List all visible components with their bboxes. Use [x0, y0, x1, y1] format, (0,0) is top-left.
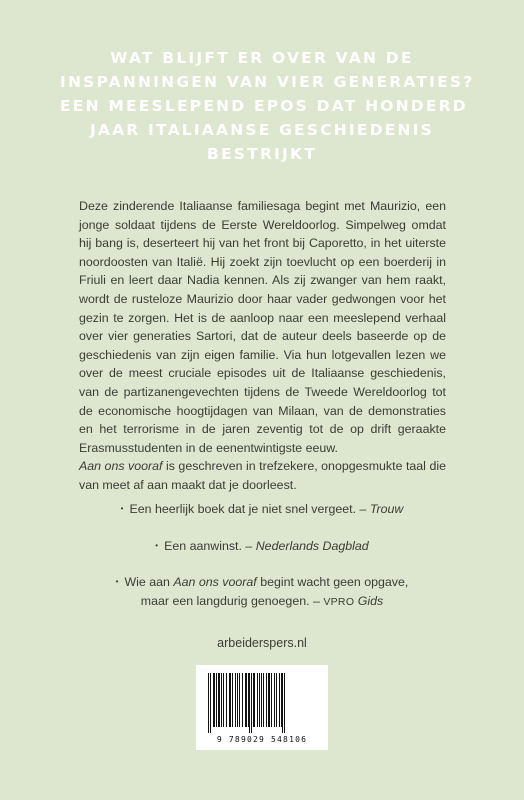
barcode-bar: [261, 673, 262, 727]
blurb-paragraph: Deze zinderende Italiaanse familiesaga begint met Maurizio, een jonge soldaat tijdens de Eerste Wereldoorlog. Simpelweg omdat hij bang is, deserteert hij van het front bij Caporetto, in het uiterste noordoosten van Italië. Hij zoekt zijn toevlucht op een boerderij in Friuli en leert daar Nadia kennen. Als zij zwanger van hem raakt, wordt de rusteloze Maurizio door haar vader gedwongen voor het gezin te zorgen. Het is de aanloop naar een meeslepend verhaal over vier generaties Sartori, dat de auteur deels baseerde op de geschiedenis van zijn eigen familie. Via hun lotgevallen lezen we over de meest cruciale episodes uit de Italiaanse geschiedenis, van de partizanengevechten tijdens de Tweede Wereldoorlog tot de economische hoogtijdagen van Milaan, van de demonstraties en het terrorisme in de jaren zeventig tot de op drift geraakte Erasmusstudenten in de eenentwintigste eeuw.: [79, 199, 446, 455]
barcode-bar: [279, 673, 280, 727]
barcode-bar: [249, 673, 250, 733]
isbn-number: 9 789029 548106: [216, 735, 308, 744]
barcode-bar: [237, 673, 238, 727]
barcode-bar: [248, 673, 249, 727]
barcode-bar: [253, 673, 255, 727]
barcode-bar: [208, 673, 209, 733]
barcode-bar: [210, 673, 211, 733]
quote-text: maar een langdurig genoegen. –: [140, 593, 324, 608]
barcode-bar: [221, 673, 222, 727]
headline: [60, 46, 475, 166]
barcode: [196, 665, 328, 750]
barcode-bars: [206, 673, 318, 733]
book-title: Aan ons vooraf: [79, 459, 163, 474]
review-quote: [0, 573, 524, 611]
barcode-bar: [257, 673, 258, 727]
barcode-bar: [245, 673, 247, 727]
bullet-icon: •: [115, 577, 119, 587]
barcode-bar: [268, 673, 270, 727]
headline-line: BESTRIJKT: [207, 145, 317, 163]
blurb: [79, 197, 446, 495]
review-quotes: [0, 500, 524, 629]
barcode-bar: [266, 673, 267, 727]
barcode-bar: [229, 673, 231, 727]
barcode-bar: [232, 673, 233, 727]
review-quote: [0, 537, 524, 556]
bullet-icon: •: [120, 504, 124, 513]
barcode-bar: [282, 673, 283, 733]
barcode-bar: [242, 673, 243, 727]
quote-text: Een aanwinst. –: [164, 538, 256, 553]
review-quote: [0, 500, 524, 519]
quote-source: Trouw: [369, 502, 404, 516]
headline-line: INSPANNINGEN VAN VIER GENERATIES?: [60, 73, 475, 91]
quote-line: [0, 573, 524, 592]
publisher-website: arbeiderspers.nl: [217, 636, 307, 650]
quote-line: [0, 592, 524, 612]
quote-text: begint wacht geen opgave,: [256, 575, 409, 590]
barcode-bar: [263, 673, 264, 727]
book-title: Aan ons vooraf: [173, 575, 257, 590]
barcode-bar: [281, 673, 282, 727]
headline-line: JAAR ITALIAANSE GESCHIEDENIS: [89, 121, 435, 139]
headline-line: EEN MEESLEPEND EPOS DAT HONDERD: [60, 97, 468, 115]
bullet-icon: •: [155, 540, 159, 550]
blurb-paragraph-2: [79, 457, 446, 494]
quote-source: Gids: [354, 593, 384, 608]
barcode-bar: [274, 673, 275, 727]
quote-source-prefix: VPRO: [323, 595, 355, 608]
quote-text: Wie aan: [124, 575, 174, 590]
barcode-bar: [284, 673, 285, 733]
headline-line: WAT BLIJFT ER OVER VAN DE: [110, 49, 414, 67]
barcode-bar: [223, 673, 224, 727]
quote-text: Een heerlijk boek dat je niet snel vergeet. –: [129, 502, 370, 516]
barcode-bar: [216, 673, 217, 727]
barcode-bar: [271, 673, 272, 727]
barcode-bar: [218, 673, 220, 727]
blurb-paragraph-2-text: is geschreven in trefzekere, onopgesmukte taal die van meet af aan maakt dat je doorleest.: [79, 459, 446, 492]
barcode-bar: [239, 673, 240, 727]
quote-source: Nederlands Dagblad: [255, 538, 369, 553]
barcode-bar: [235, 673, 236, 727]
barcode-bar: [213, 673, 215, 727]
barcode-bar: [226, 673, 227, 727]
barcode-bar: [259, 673, 260, 727]
barcode-bar: [276, 673, 277, 727]
barcode-bar: [251, 673, 252, 733]
